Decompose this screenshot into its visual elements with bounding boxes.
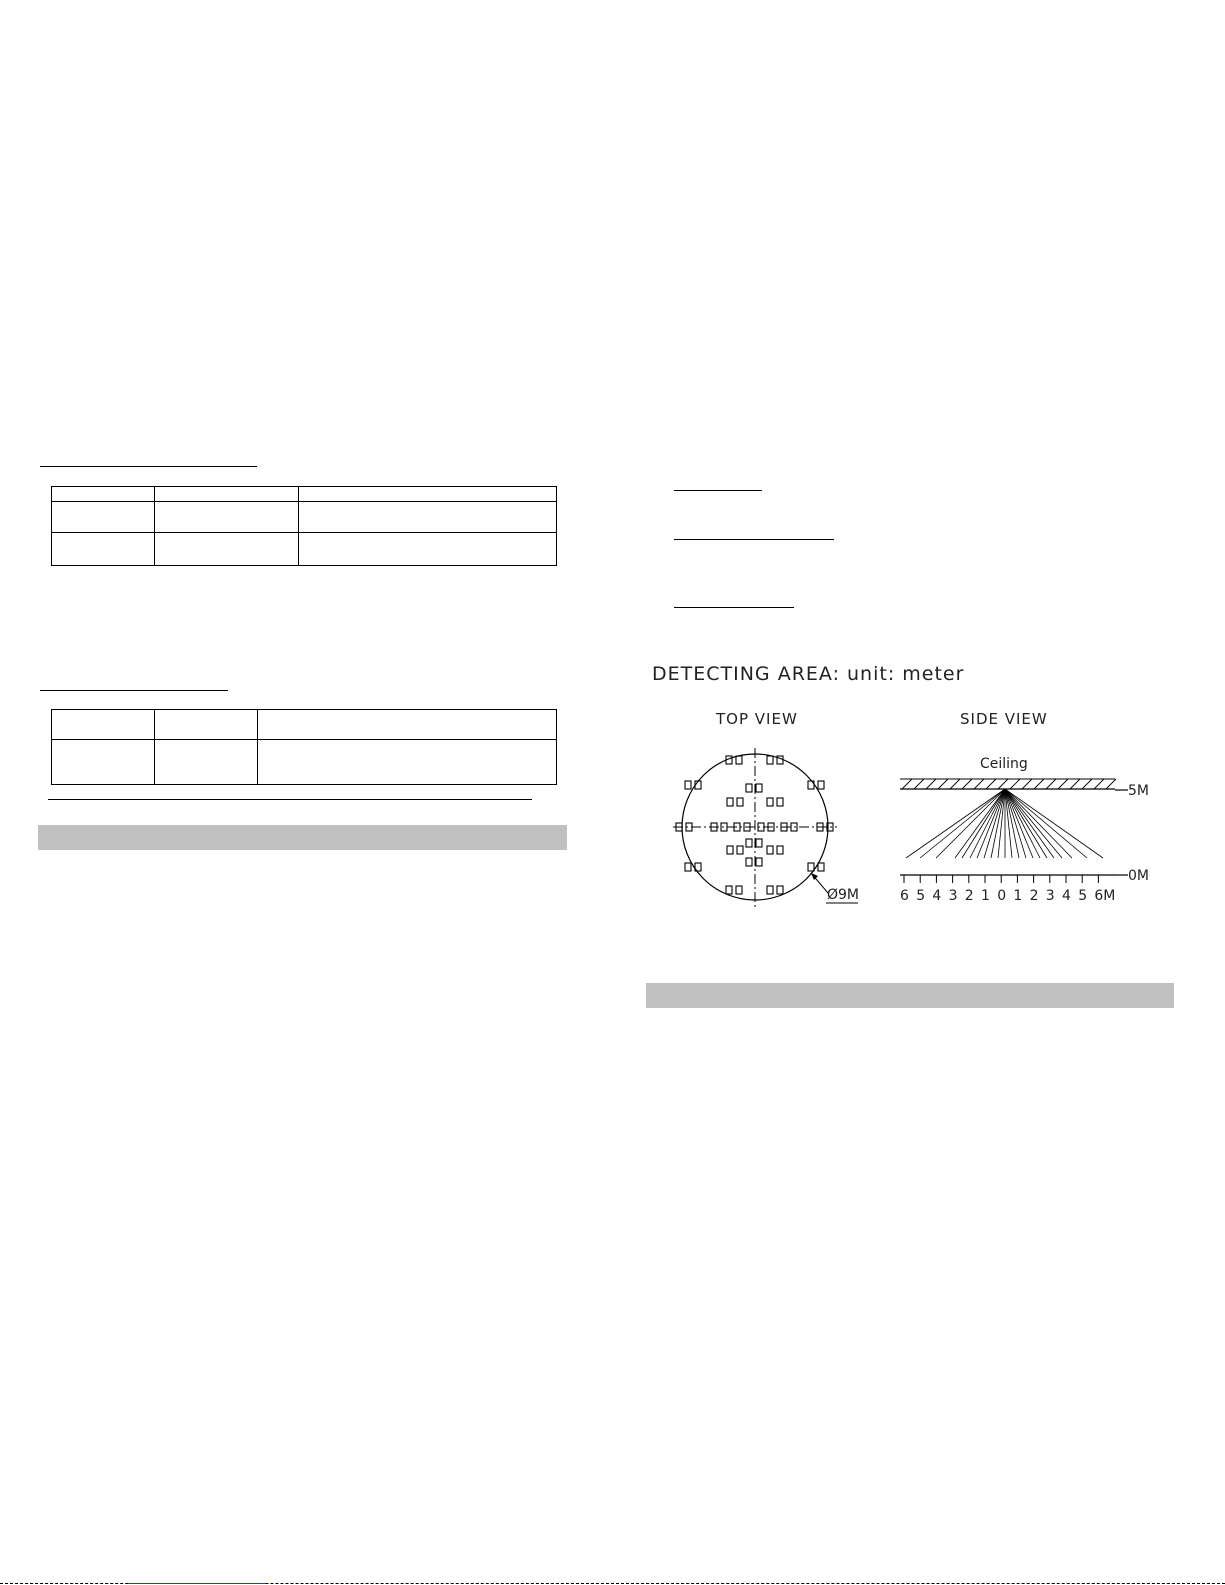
- detection-zone: [726, 886, 732, 894]
- section-heading-underline-2: [40, 690, 228, 691]
- top-view-label: TOP VIEW: [716, 710, 798, 728]
- detection-zone: [756, 784, 762, 792]
- scale-label: 5: [916, 888, 926, 904]
- detection-zone: [756, 839, 762, 847]
- side-view-figure: [900, 756, 1149, 904]
- hatch-line: [1046, 779, 1056, 789]
- detection-zone: [685, 863, 691, 871]
- detection-zone: [767, 886, 773, 894]
- scale-label: 0: [997, 888, 1007, 904]
- ceiling-label: Ceiling: [980, 756, 1028, 772]
- detection-ray: [1005, 789, 1072, 858]
- hatch-line: [986, 779, 996, 789]
- scale-label: 1: [981, 888, 990, 904]
- detection-ray: [977, 789, 1005, 858]
- detection-zone: [818, 863, 824, 871]
- hatch-line: [938, 779, 948, 789]
- scale-label: 5: [1078, 888, 1088, 904]
- detection-zone: [736, 886, 742, 894]
- section-heading-underline-1: [40, 466, 257, 467]
- scale-label: 2: [964, 888, 974, 904]
- detection-zone: [727, 846, 733, 854]
- detection-zone: [737, 846, 743, 854]
- height-top-label: 5M: [1128, 783, 1149, 799]
- footer-link-underline: [128, 1583, 266, 1584]
- scale-label: 6M: [1094, 888, 1116, 904]
- hatch-line: [1082, 779, 1092, 789]
- hatch-line: [1106, 779, 1116, 789]
- detection-zone: [746, 784, 752, 792]
- section-heading-underline-5: [674, 607, 794, 608]
- hatch-line: [962, 779, 972, 789]
- detection-ray: [1005, 789, 1103, 858]
- hatch-line: [1058, 779, 1068, 789]
- detection-zone: [756, 858, 762, 866]
- section-band-right: [646, 983, 1174, 1008]
- detection-zone: [736, 756, 742, 764]
- scale-label: 1: [1013, 888, 1023, 904]
- table-row: [52, 502, 557, 533]
- distance-scale: [904, 875, 1098, 883]
- detection-zone: [685, 781, 691, 789]
- detection-zone: [818, 781, 824, 789]
- side-view-label: SIDE VIEW: [960, 710, 1048, 728]
- detection-zone: [777, 846, 783, 854]
- section-band-left: [38, 825, 567, 850]
- ceiling-hatching: [900, 779, 1116, 789]
- leader-arrow-icon: [811, 873, 818, 880]
- detection-zone: [727, 798, 733, 806]
- detection-rays: [906, 789, 1103, 858]
- table-row: [52, 533, 557, 566]
- spec-table-1: [51, 486, 557, 566]
- hatch-line: [974, 779, 984, 789]
- hatch-line: [926, 779, 936, 789]
- table-row: [52, 710, 557, 740]
- horizontal-rule: [48, 799, 532, 800]
- detection-zone: [767, 798, 773, 806]
- detection-zone: [767, 846, 773, 854]
- detection-zone: [746, 858, 752, 866]
- detection-zone: [808, 863, 814, 871]
- hatch-line: [1094, 779, 1104, 789]
- spec-table-2: [51, 709, 557, 785]
- distance-scale-labels: [900, 888, 1115, 904]
- scale-label: 6: [900, 888, 909, 904]
- hatch-line: [1010, 779, 1020, 789]
- scale-label: 4: [1062, 888, 1071, 904]
- scale-label: 3: [1045, 888, 1055, 904]
- detection-ray: [1005, 789, 1033, 858]
- detection-ray: [991, 789, 1005, 858]
- table-row: [52, 487, 557, 502]
- detection-zone: [777, 886, 783, 894]
- detection-zone: [746, 839, 752, 847]
- diagram-title: DETECTING AREA: unit: meter: [652, 663, 965, 685]
- hatch-line: [914, 779, 924, 789]
- section-heading-underline-3: [674, 490, 762, 491]
- section-heading-underline-4: [674, 539, 834, 540]
- detecting-area-diagram: [640, 655, 1160, 915]
- hatch-line: [902, 779, 912, 789]
- hatch-line: [950, 779, 960, 789]
- scale-label: 3: [948, 888, 958, 904]
- table-row: [52, 740, 557, 785]
- scale-label: 2: [1029, 888, 1039, 904]
- detection-zone: [767, 756, 773, 764]
- top-view-figure: [673, 748, 859, 907]
- diameter-label: Ø9M: [827, 887, 860, 903]
- hatch-line: [1070, 779, 1080, 789]
- detection-zone: [737, 798, 743, 806]
- hatch-line: [1034, 779, 1044, 789]
- scale-label: 4: [932, 888, 942, 904]
- hatch-line: [998, 779, 1008, 789]
- height-bottom-label: 0M: [1128, 868, 1149, 884]
- detection-ray: [906, 789, 1005, 858]
- detection-zone: [777, 798, 783, 806]
- hatch-line: [1022, 779, 1032, 789]
- detection-ray: [962, 789, 1005, 858]
